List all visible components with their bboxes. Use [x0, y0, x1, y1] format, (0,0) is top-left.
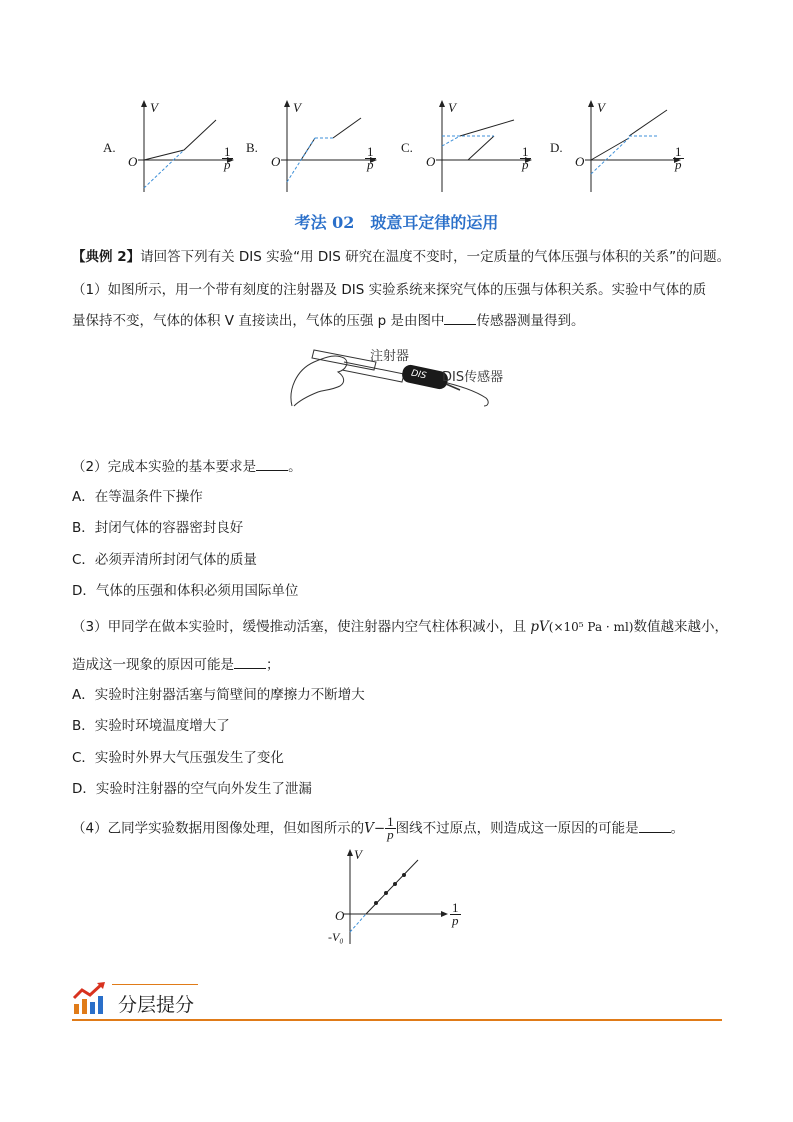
origin-label: O: [271, 154, 281, 169]
q2-option-b[interactable]: B．封闭气体的容器密封良好: [72, 520, 244, 536]
origin-label: O: [426, 154, 436, 169]
q2-text-end: 。: [288, 459, 302, 475]
q3-unit: (×10⁵ Pa · ml): [548, 620, 634, 634]
q4-graph: [328, 844, 468, 948]
q4-dashed-extension: [350, 914, 366, 932]
option-graph-d: [547, 98, 692, 196]
q2-option-c[interactable]: C．必须弄清所封闭气体的质量: [72, 552, 257, 568]
option-graph-b: [243, 98, 383, 196]
option-graph-c: [398, 98, 538, 196]
intercept-label: -V₀: [328, 930, 344, 944]
q3-stem: [72, 617, 728, 637]
q2-text: （2）完成本实验的基本要求是: [72, 459, 257, 475]
graph-c-plot: [418, 98, 536, 194]
origin-label: O: [335, 908, 345, 923]
q2-stem: [72, 456, 302, 477]
example-intro-text: 请回答下列有关 DIS 实验“用 DIS 研究在温度不变时，一定质量的气体压强与体积的关系”的问题。: [140, 249, 731, 265]
v-axis-label: V: [293, 100, 301, 115]
q2-option-d[interactable]: D．气体的压强和体积必须用国际单位: [72, 583, 299, 599]
growth-chart-icon: [72, 982, 108, 1016]
q4-answer-blank[interactable]: [639, 818, 671, 833]
v-axis-arrow: [439, 100, 445, 107]
q1-line2-text: 量保持不变，气体的体积 V 直接读出，气体的压强 p 是由图中: [72, 313, 445, 329]
graph-d-plot: [567, 98, 685, 194]
sensor-label: DIS传感器: [442, 370, 504, 385]
graph-c-dashed-diag: [442, 136, 460, 146]
data-point: [393, 882, 397, 886]
v-axis-arrow: [588, 100, 594, 107]
graph-a-plot: [120, 98, 238, 194]
q1-answer-blank[interactable]: [444, 310, 476, 325]
syringe-body: [342, 362, 404, 382]
v-axis-label: V: [150, 100, 158, 115]
q2-option-a[interactable]: A．在等温条件下操作: [72, 489, 203, 505]
syringe-figure: [284, 340, 524, 412]
option-letter: D.: [550, 140, 563, 155]
option-graph-a: [100, 98, 240, 196]
graph-b-line-upper: [333, 118, 361, 138]
example-tag: 【典例 2】: [72, 249, 141, 265]
q4-graph-plot: [328, 844, 468, 948]
option-letter: C.: [401, 140, 413, 155]
q3-line2: [72, 654, 280, 675]
graph-a-line: [144, 120, 216, 160]
v-axis-arrow: [141, 100, 147, 107]
dis-badge: DIS: [410, 368, 428, 382]
data-point: [402, 873, 406, 877]
graph-d-line-upper: [629, 110, 667, 136]
q4-v: V: [364, 820, 374, 837]
q1-line2: [72, 310, 584, 331]
graph-d-line-lower: [591, 138, 629, 160]
v-axis-label: V: [448, 100, 456, 115]
origin-label: O: [128, 154, 138, 169]
q4-fit-line: [366, 860, 418, 914]
footer-title: 分层提分: [118, 994, 195, 1016]
graph-a-dashed: [144, 150, 184, 188]
q3-answer-blank[interactable]: [234, 654, 266, 669]
origin-label: O: [575, 154, 585, 169]
q3-pv: pV: [530, 619, 549, 635]
footer-rule: [72, 1019, 722, 1021]
q3-text-end: 数值越来越小，: [633, 619, 728, 635]
section-title: 考法 02 玻意耳定律的运用: [294, 213, 499, 232]
q3-line2-end: ；: [266, 657, 280, 673]
q2-answer-blank[interactable]: [256, 456, 288, 471]
q3-text: （3）甲同学在做本实验时，缓慢推动活塞，使注射器内空气柱体积减小，且: [72, 619, 531, 635]
q4-text-mid: 图线不过原点，则造成这一原因的可能是: [395, 820, 639, 837]
data-point: [374, 901, 378, 905]
p-axis-label: $\frac{1}{p}$: [452, 900, 459, 928]
q3-option-d[interactable]: D．实验时注射器的空气向外发生了泄漏: [72, 781, 312, 797]
q1-line2-text-end: 传感器测量得到。: [476, 313, 585, 329]
option-letter: B.: [246, 140, 258, 155]
graph-b-line-lower: [301, 138, 315, 160]
v-axis-label: V: [597, 100, 605, 115]
syringe-label: 注射器: [370, 349, 410, 364]
p-axis-label: $\frac{1}{p}$: [675, 144, 682, 172]
q4-fraction: $\frac{1}{p}$: [387, 814, 394, 842]
q4-stem: （4）乙同学实验数据用图像处理，但如图所示的V− $\frac{1}{p}$ 图线不过原点，则造成这一原因的可能是 。: [72, 814, 685, 842]
p-axis-label: $\frac{1}{p}$: [224, 144, 231, 172]
q4-text-end: 。: [670, 820, 685, 837]
p-axis-arrow: [441, 911, 448, 917]
v-axis-label: V: [354, 847, 362, 862]
q3-option-c[interactable]: C．实验时外界大气压强发生了变化: [72, 750, 284, 766]
graph-b-plot: [263, 98, 381, 194]
example-intro: [72, 247, 730, 267]
q4-text: （4）乙同学实验数据用图像处理，但如图所示的: [72, 820, 365, 837]
v-axis-arrow: [347, 849, 353, 856]
option-letter: A.: [103, 140, 116, 155]
q3-option-a[interactable]: A．实验时注射器活塞与简壁间的摩擦力不断增大: [72, 687, 365, 703]
p-axis-label: $\frac{1}{p}$: [367, 144, 374, 172]
q3-option-b[interactable]: B．实验时环境温度增大了: [72, 718, 230, 734]
q1-line1: （1）如图所示，用一个带有刻度的注射器及 DIS 实验系统来探究气体的压强与体积关系。实验中气体的质: [72, 282, 707, 298]
graph-c-line-lower: [468, 136, 494, 160]
data-point: [384, 891, 388, 895]
graph-d-dashed-diag: [591, 138, 629, 174]
p-axis-label: $\frac{1}{p}$: [522, 144, 529, 172]
q3-line2-text: 造成这一现象的原因可能是: [72, 657, 234, 673]
syringe-barrel: [312, 350, 376, 370]
footer-top-rule: [112, 984, 198, 985]
graph-c-line-upper: [460, 120, 514, 136]
v-axis-arrow: [284, 100, 290, 107]
